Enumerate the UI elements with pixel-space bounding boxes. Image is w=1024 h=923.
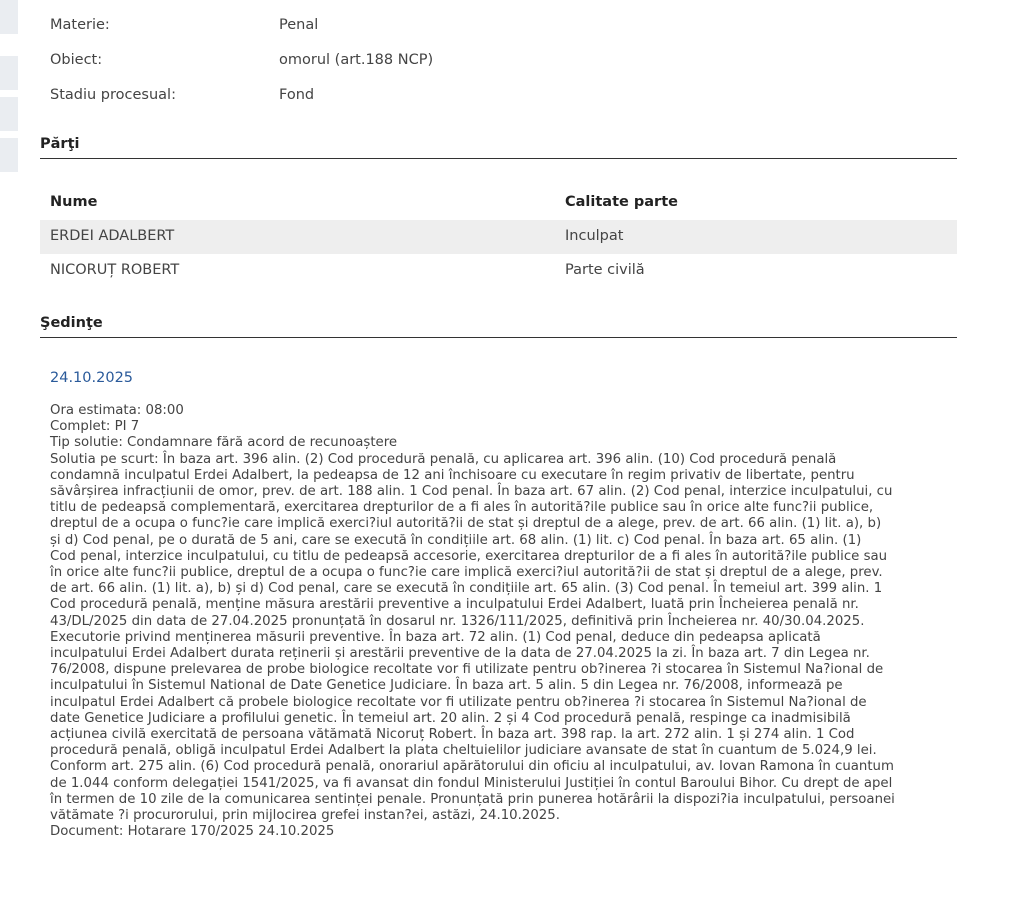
- solution-line: săvârșirea infracțiunii de omor, prev. de art. 188 alin. 1 Cod penal. În baza art. 67 alin. (2) Cod penal, interzice inculpatului, cu: [50, 484, 893, 500]
- detail-value: Fond: [279, 87, 315, 103]
- parties-table: [40, 186, 957, 288]
- session-solution-text: [50, 452, 955, 825]
- column-header-nume: Nume: [50, 194, 98, 210]
- sidebar-tab[interactable]: [0, 0, 18, 34]
- session-time: Ora estimata: 08:00: [50, 403, 184, 418]
- section-title-parti: Părţi: [40, 136, 957, 159]
- solution-line: dreptul de a ocupa o func?ie care implică exerci?iul autorită?ii de stat și dreptul de a alege, prev. de art. 66 alin. (1) lit. a), b): [50, 516, 882, 532]
- table-row: [40, 220, 957, 254]
- solution-line: acțiunea civilă exercitată de persoana vătămată Nicoruț Robert. În baza art. 398 rap. la art. 272 alin. 1 și 274 alin. 1 Cod: [50, 727, 855, 743]
- table-row: [40, 254, 957, 288]
- section-title-sedinte: Şedinţe: [40, 315, 957, 338]
- solution-line: în termen de 10 zile de la comunicarea sentinței penale. Pronunțată prin punerea hotărârii la dispozi?ia inculpatului, persoanei: [50, 791, 895, 807]
- sidebar-tab[interactable]: [0, 97, 18, 131]
- solution-line: titlu de pedeapsă complementară, exercitarea drepturilor de a fi ales în autorită?ile publice sau în orice alte func?ii publice,: [50, 500, 874, 516]
- solution-line: Cod penal, interzice inculpatului, cu titlu de pedeapsă accesorie, exercitarea drepturilor de a fi ales în autorită?ile publice sau: [50, 548, 888, 564]
- party-name: ERDEI ADALBERT: [50, 228, 175, 244]
- solution-line: de 1.044 conform delegației 1541/2025, va fi avansat din fondul Ministerului Justiției în contul Baroului Bihor. Cu drept de apel: [50, 775, 893, 791]
- detail-label: Obiect:: [50, 52, 103, 68]
- solution-line: inculpatului în Sistemul National de Date Genetice Judiciare. În baza art. 5 alin. 5 din Legea nr. 76/2008, informează pe: [50, 678, 843, 694]
- solution-line: inculpatul Erdei Adalbert că probele biologice recoltate vor fi utilizate pentru ob?inerea ?i stocarea în Sistemul Na?ional de: [50, 694, 867, 710]
- detail-value: Penal: [279, 17, 319, 33]
- solution-line: și d) Cod penal, pe o durată de 5 ani, care se execută în condițiile art. 68 alin. (1) lit. c) Cod penal. În baza art. 65 alin. (1): [50, 532, 862, 548]
- solution-line: condamnă inculpatul Erdei Adalbert, la pedeapsa de 12 ani închisoare cu executare în regim privativ de libertate, pentru: [50, 467, 855, 483]
- solution-line: Cod procedură penală, menține măsura arestării preventive a inculpatului Erdei Adalbert, luată prin Încheierea penală nr.: [50, 597, 859, 613]
- solution-line: vătămate ?i procurorului, prin mijlocirea grefei instan?ei, astăzi, 24.10.2025.: [50, 808, 560, 824]
- column-header-calitate: Calitate parte: [565, 194, 678, 210]
- detail-value: omorul (art.188 NCP): [279, 52, 434, 68]
- solution-line: 76/2008, dispune prelevarea de probe biologice recoltate vor fi utilizate pentru ob?inerea ?i stocarea în Sistemul Na?ional de: [50, 662, 884, 678]
- session-solution-type: Tip solutie: Condamnare fără acord de recunoaștere: [50, 435, 398, 451]
- session-details: [50, 403, 955, 840]
- table-header: [40, 186, 957, 220]
- solution-line: 43/DL/2025 din data de 27.04.2025 pronunțată în dosarul nr. 1326/111/2025, definitivă prin Încheierea nr. 40/30.04.2025.: [50, 613, 865, 629]
- solution-line: date Genetice Judiciare a profilului genetic. În temeiul art. 20 alin. 2 și 4 Cod procedură penală, respinge ca inadmisibilă: [50, 710, 851, 726]
- solution-line: procedură penală, obligă inculpatul Erdei Adalbert la plata cheltuielilor judiciare avansate de stat în cuantum de 5.024,9 lei.: [50, 743, 877, 759]
- session-panel: Complet: PI 7: [50, 419, 140, 435]
- solution-line: inculpatului Erdei Adalbert durata reținerii și arestării preventive de la data de 27.04.2025 la zi. În baza art. 7 din Legea nr.: [50, 646, 870, 662]
- detail-label: Materie:: [50, 17, 110, 33]
- solution-line: Executorie privind menținerea măsurii preventive. În baza art. 72 alin. (1) Cod penal, deduce din pedeapsa aplicată: [50, 629, 821, 645]
- left-sidebar-strip: [0, 0, 18, 258]
- solution-line: în orice alte func?ii publice, dreptul de a ocupa o func?ie care implică exerci?iul autorită?ii de stat și dreptul de a alege, prev.: [50, 565, 883, 581]
- solution-line: Solutia pe scurt: În baza art. 396 alin. (2) Cod procedură penală, cu aplicarea art. 396 alin. (10) Cod procedură penală: [50, 451, 837, 467]
- party-role: Inculpat: [565, 228, 624, 244]
- detail-label: Stadiu procesual:: [50, 87, 176, 103]
- party-role: Parte civilă: [565, 262, 645, 278]
- party-name: NICORUȚ ROBERT: [50, 262, 180, 278]
- session-document: Document: Hotarare 170/2025 24.10.2025: [50, 824, 335, 840]
- solution-line: Conform art. 275 alin. (6) Cod procedură penală, onorariul apărătorului din oficiu al inculpatului, av. Iovan Ramona în cuantum: [50, 759, 894, 775]
- sidebar-tab[interactable]: [0, 138, 18, 172]
- sidebar-tab[interactable]: [0, 56, 18, 90]
- solution-line: de art. 66 alin. (1) lit. a), b) și d) Cod penal, care se execută în condițiile art. 65 alin. (3) Cod penal. În temeiul art. 399 alin. 1: [50, 581, 883, 597]
- session-date: 24.10.2025: [50, 370, 134, 386]
